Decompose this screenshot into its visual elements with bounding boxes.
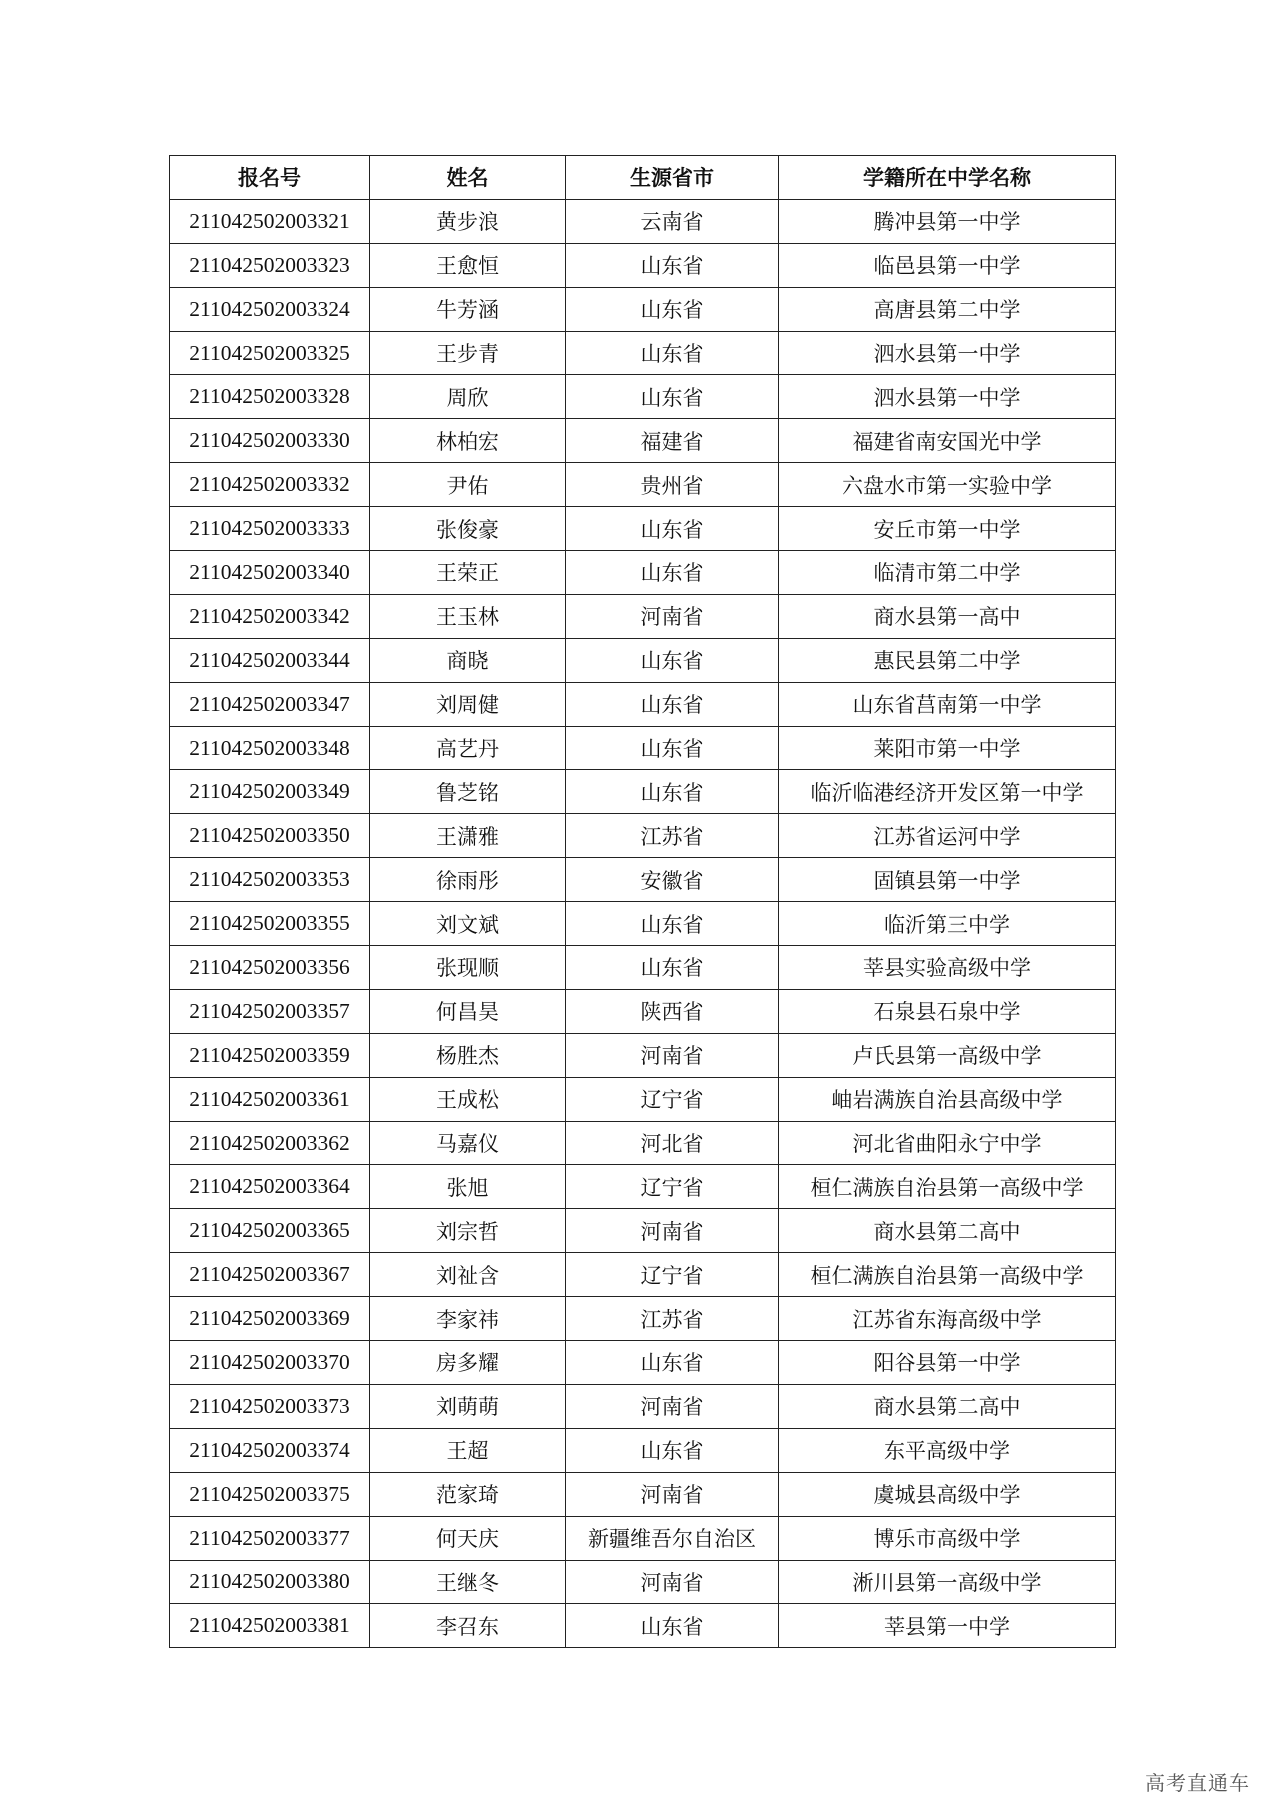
table-body <box>170 199 1116 1647</box>
cell-name: 商晓 <box>370 638 566 682</box>
cell-province: 山东省 <box>566 331 779 375</box>
cell-school: 石泉县石泉中学 <box>779 989 1116 1033</box>
cell-school: 莘县第一中学 <box>779 1604 1116 1648</box>
cell-name: 林柏宏 <box>370 419 566 463</box>
cell-school: 泗水县第一中学 <box>779 331 1116 375</box>
table-row <box>170 858 1116 902</box>
cell-school: 桓仁满族自治县第一高级中学 <box>779 1165 1116 1209</box>
header-name: 姓名 <box>370 156 566 200</box>
table-row <box>170 1428 1116 1472</box>
cell-province: 山东省 <box>566 1604 779 1648</box>
cell-province: 山东省 <box>566 287 779 331</box>
cell-province: 山东省 <box>566 1428 779 1472</box>
cell-registration-number: 211042502003350 <box>170 814 370 858</box>
cell-registration-number: 211042502003323 <box>170 243 370 287</box>
table-row <box>170 1033 1116 1077</box>
table-row <box>170 1209 1116 1253</box>
cell-school: 惠民县第二中学 <box>779 638 1116 682</box>
cell-school: 山东省莒南第一中学 <box>779 682 1116 726</box>
table-row <box>170 1297 1116 1341</box>
cell-school: 莘县实验高级中学 <box>779 946 1116 990</box>
cell-registration-number: 211042502003362 <box>170 1121 370 1165</box>
cell-name: 刘文斌 <box>370 902 566 946</box>
cell-school: 商水县第二高中 <box>779 1384 1116 1428</box>
cell-school: 临沂临港经济开发区第一中学 <box>779 770 1116 814</box>
table-row <box>170 770 1116 814</box>
cell-school: 临清市第二中学 <box>779 551 1116 595</box>
cell-registration-number: 211042502003347 <box>170 682 370 726</box>
cell-school: 阳谷县第一中学 <box>779 1341 1116 1385</box>
header-province: 生源省市 <box>566 156 779 200</box>
cell-name: 高艺丹 <box>370 726 566 770</box>
cell-name: 周欣 <box>370 375 566 419</box>
cell-registration-number: 211042502003359 <box>170 1033 370 1077</box>
cell-name: 张旭 <box>370 1165 566 1209</box>
table-row <box>170 902 1116 946</box>
table-row <box>170 1341 1116 1385</box>
cell-registration-number: 211042502003348 <box>170 726 370 770</box>
cell-school: 六盘水市第一实验中学 <box>779 463 1116 507</box>
table-row <box>170 507 1116 551</box>
cell-registration-number: 211042502003353 <box>170 858 370 902</box>
cell-name: 杨胜杰 <box>370 1033 566 1077</box>
cell-name: 范家琦 <box>370 1472 566 1516</box>
table-row <box>170 463 1116 507</box>
table-row <box>170 243 1116 287</box>
cell-name: 房多耀 <box>370 1341 566 1385</box>
cell-province: 山东省 <box>566 770 779 814</box>
cell-school: 腾冲县第一中学 <box>779 199 1116 243</box>
table-row <box>170 375 1116 419</box>
cell-name: 张现顺 <box>370 946 566 990</box>
cell-province: 江苏省 <box>566 814 779 858</box>
cell-registration-number: 211042502003324 <box>170 287 370 331</box>
table-row <box>170 814 1116 858</box>
table-row <box>170 682 1116 726</box>
table-row <box>170 1253 1116 1297</box>
cell-registration-number: 211042502003357 <box>170 989 370 1033</box>
cell-registration-number: 211042502003349 <box>170 770 370 814</box>
cell-province: 新疆维吾尔自治区 <box>566 1516 779 1560</box>
cell-school: 固镇县第一中学 <box>779 858 1116 902</box>
cell-province: 河北省 <box>566 1121 779 1165</box>
cell-province: 陕西省 <box>566 989 779 1033</box>
cell-name: 尹佑 <box>370 463 566 507</box>
cell-name: 王步青 <box>370 331 566 375</box>
cell-name: 黄步浪 <box>370 199 566 243</box>
cell-province: 山东省 <box>566 243 779 287</box>
cell-registration-number: 211042502003380 <box>170 1560 370 1604</box>
cell-name: 刘萌萌 <box>370 1384 566 1428</box>
cell-registration-number: 211042502003367 <box>170 1253 370 1297</box>
table-row <box>170 1121 1116 1165</box>
watermark-text: 高考直通车 <box>1145 1771 1250 1795</box>
cell-school: 东平高级中学 <box>779 1428 1116 1472</box>
cell-school: 虞城县高级中学 <box>779 1472 1116 1516</box>
cell-registration-number: 211042502003328 <box>170 375 370 419</box>
table-row <box>170 726 1116 770</box>
cell-school: 临沂第三中学 <box>779 902 1116 946</box>
cell-school: 岫岩满族自治县高级中学 <box>779 1077 1116 1121</box>
cell-school: 福建省南安国光中学 <box>779 419 1116 463</box>
table-row <box>170 1472 1116 1516</box>
cell-province: 辽宁省 <box>566 1165 779 1209</box>
cell-province: 云南省 <box>566 199 779 243</box>
table-row <box>170 638 1116 682</box>
cell-province: 辽宁省 <box>566 1077 779 1121</box>
cell-registration-number: 211042502003333 <box>170 507 370 551</box>
cell-registration-number: 211042502003332 <box>170 463 370 507</box>
cell-school: 泗水县第一中学 <box>779 375 1116 419</box>
cell-province: 江苏省 <box>566 1297 779 1341</box>
cell-registration-number: 211042502003374 <box>170 1428 370 1472</box>
cell-registration-number: 211042502003356 <box>170 946 370 990</box>
cell-name: 李召东 <box>370 1604 566 1648</box>
cell-province: 河南省 <box>566 1472 779 1516</box>
cell-province: 山东省 <box>566 375 779 419</box>
cell-registration-number: 211042502003340 <box>170 551 370 595</box>
cell-province: 山东省 <box>566 1341 779 1385</box>
cell-name: 刘祉含 <box>370 1253 566 1297</box>
cell-province: 山东省 <box>566 507 779 551</box>
table-row <box>170 199 1116 243</box>
cell-registration-number: 211042502003321 <box>170 199 370 243</box>
cell-name: 李家祎 <box>370 1297 566 1341</box>
table-row <box>170 989 1116 1033</box>
cell-province: 山东省 <box>566 682 779 726</box>
table-row <box>170 1560 1116 1604</box>
cell-name: 王潇雅 <box>370 814 566 858</box>
table-row <box>170 1516 1116 1560</box>
cell-registration-number: 211042502003365 <box>170 1209 370 1253</box>
cell-province: 河南省 <box>566 1209 779 1253</box>
cell-school: 莱阳市第一中学 <box>779 726 1116 770</box>
cell-name: 王继冬 <box>370 1560 566 1604</box>
table-row <box>170 946 1116 990</box>
cell-name: 徐雨彤 <box>370 858 566 902</box>
cell-registration-number: 211042502003325 <box>170 331 370 375</box>
cell-name: 张俊豪 <box>370 507 566 551</box>
cell-school: 临邑县第一中学 <box>779 243 1116 287</box>
cell-name: 鲁芝铭 <box>370 770 566 814</box>
cell-province: 山东省 <box>566 551 779 595</box>
cell-name: 王荣正 <box>370 551 566 595</box>
cell-province: 河南省 <box>566 1560 779 1604</box>
cell-school: 淅川县第一高级中学 <box>779 1560 1116 1604</box>
cell-registration-number: 211042502003330 <box>170 419 370 463</box>
header-registration-number: 报名号 <box>170 156 370 200</box>
cell-province: 辽宁省 <box>566 1253 779 1297</box>
table-row <box>170 1604 1116 1648</box>
table-row <box>170 1165 1116 1209</box>
cell-province: 福建省 <box>566 419 779 463</box>
table-row <box>170 331 1116 375</box>
cell-registration-number: 211042502003361 <box>170 1077 370 1121</box>
cell-province: 山东省 <box>566 902 779 946</box>
admission-roster-table <box>169 155 1116 1648</box>
table-row <box>170 1384 1116 1428</box>
cell-registration-number: 211042502003370 <box>170 1341 370 1385</box>
cell-registration-number: 211042502003381 <box>170 1604 370 1648</box>
cell-province: 河南省 <box>566 1384 779 1428</box>
cell-registration-number: 211042502003375 <box>170 1472 370 1516</box>
cell-registration-number: 211042502003342 <box>170 594 370 638</box>
table-header-row <box>170 156 1116 200</box>
cell-name: 马嘉仪 <box>370 1121 566 1165</box>
cell-name: 何天庆 <box>370 1516 566 1560</box>
cell-province: 安徽省 <box>566 858 779 902</box>
cell-school: 商水县第二高中 <box>779 1209 1116 1253</box>
cell-school: 桓仁满族自治县第一高级中学 <box>779 1253 1116 1297</box>
header-school: 学籍所在中学名称 <box>779 156 1116 200</box>
cell-school: 河北省曲阳永宁中学 <box>779 1121 1116 1165</box>
cell-province: 山东省 <box>566 638 779 682</box>
table-row <box>170 594 1116 638</box>
cell-name: 刘周健 <box>370 682 566 726</box>
cell-school: 博乐市高级中学 <box>779 1516 1116 1560</box>
cell-school: 卢氏县第一高级中学 <box>779 1033 1116 1077</box>
table-row <box>170 287 1116 331</box>
cell-name: 王成松 <box>370 1077 566 1121</box>
cell-name: 刘宗哲 <box>370 1209 566 1253</box>
cell-province: 河南省 <box>566 594 779 638</box>
cell-school: 商水县第一高中 <box>779 594 1116 638</box>
cell-school: 安丘市第一中学 <box>779 507 1116 551</box>
cell-province: 河南省 <box>566 1033 779 1077</box>
cell-name: 牛芳涵 <box>370 287 566 331</box>
cell-province: 山东省 <box>566 726 779 770</box>
cell-registration-number: 211042502003373 <box>170 1384 370 1428</box>
table-row <box>170 1077 1116 1121</box>
cell-province: 贵州省 <box>566 463 779 507</box>
cell-school: 江苏省东海高级中学 <box>779 1297 1116 1341</box>
cell-name: 王愈恒 <box>370 243 566 287</box>
cell-registration-number: 211042502003369 <box>170 1297 370 1341</box>
table-row <box>170 551 1116 595</box>
cell-name: 王玉林 <box>370 594 566 638</box>
cell-registration-number: 211042502003344 <box>170 638 370 682</box>
cell-registration-number: 211042502003377 <box>170 1516 370 1560</box>
cell-name: 王超 <box>370 1428 566 1472</box>
cell-registration-number: 211042502003355 <box>170 902 370 946</box>
cell-province: 山东省 <box>566 946 779 990</box>
cell-school: 高唐县第二中学 <box>779 287 1116 331</box>
cell-registration-number: 211042502003364 <box>170 1165 370 1209</box>
table-row <box>170 419 1116 463</box>
cell-name: 何昌昊 <box>370 989 566 1033</box>
cell-school: 江苏省运河中学 <box>779 814 1116 858</box>
